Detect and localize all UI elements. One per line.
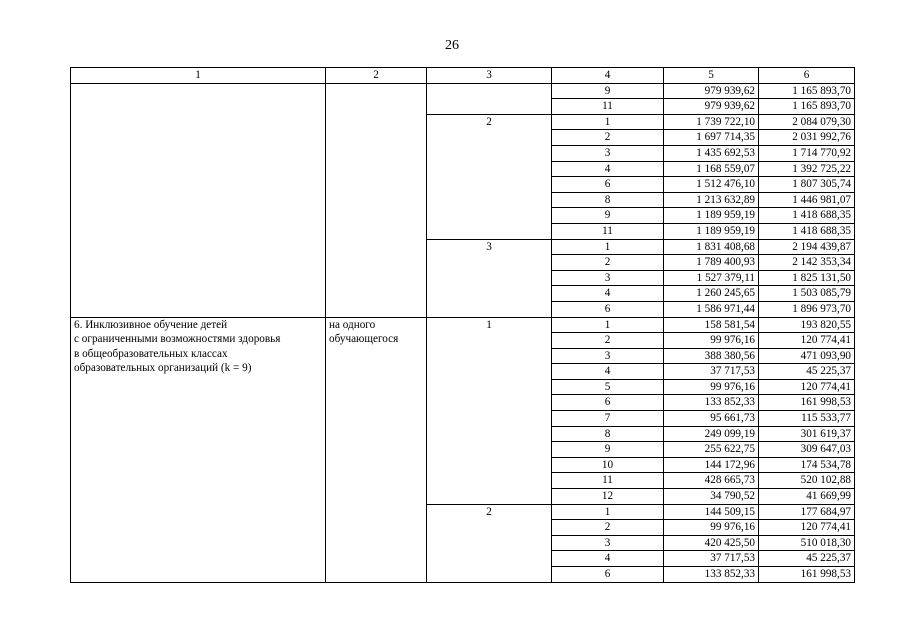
item-description [71, 317, 326, 582]
cell-col6: 1 807 305,74 [759, 177, 855, 193]
cell-col6: 161 998,53 [759, 395, 855, 411]
cell-col5: 37 717,53 [664, 551, 759, 567]
cell-col4: 9 [552, 208, 664, 224]
cell-col4: 1 [552, 317, 664, 333]
cell-col6: 1 503 085,79 [759, 286, 855, 302]
cell-col6: 2 142 353,34 [759, 255, 855, 271]
cell-col6: 45 225,37 [759, 551, 855, 567]
cell-col5: 99 976,16 [664, 379, 759, 395]
cell-col4: 4 [552, 364, 664, 380]
item-description-line: с ограниченными возможностями здоровья [74, 333, 281, 346]
item-description-line: 6. Инклюзивное обучение детей [74, 318, 228, 331]
column-header-4: 4 [552, 68, 664, 84]
cell-col5: 95 661,73 [664, 411, 759, 427]
cell-col6: 193 820,55 [759, 317, 855, 333]
tariff-table [70, 67, 855, 583]
cell-col4: 3 [552, 270, 664, 286]
cell-col6: 520 102,88 [759, 473, 855, 489]
cell-col6: 1 825 131,50 [759, 270, 855, 286]
group-cell: 3 [427, 239, 552, 317]
group-cell [427, 83, 552, 114]
cell-col5: 1 527 379,11 [664, 270, 759, 286]
cell-col4: 1 [552, 504, 664, 520]
cell-col6: 120 774,41 [759, 520, 855, 536]
cell-col6: 120 774,41 [759, 379, 855, 395]
cell-col4: 6 [552, 567, 664, 583]
cell-col5: 1 189 959,19 [664, 208, 759, 224]
continued-item-cell [71, 83, 326, 317]
cell-col5: 1 739 722,10 [664, 114, 759, 130]
cell-col5: 420 425,50 [664, 535, 759, 551]
cell-col5: 1 168 559,07 [664, 161, 759, 177]
cell-col6: 1 418 688,35 [759, 208, 855, 224]
cell-col6: 41 669,99 [759, 489, 855, 505]
cell-col5: 1 512 476,10 [664, 177, 759, 193]
cell-col5: 249 099,19 [664, 426, 759, 442]
unit-description-line: на одного [329, 318, 376, 331]
cell-col6: 1 392 725,22 [759, 161, 855, 177]
cell-col4: 5 [552, 379, 664, 395]
cell-col4: 4 [552, 551, 664, 567]
header-row [71, 68, 855, 84]
cell-col5: 158 581,54 [664, 317, 759, 333]
column-header-2: 2 [326, 68, 427, 84]
cell-col5: 979 939,62 [664, 83, 759, 99]
continued-unit-cell [326, 83, 427, 317]
cell-col5: 1 697 714,35 [664, 130, 759, 146]
cell-col4: 8 [552, 426, 664, 442]
cell-col4: 3 [552, 535, 664, 551]
cell-col6: 309 647,03 [759, 442, 855, 458]
cell-col4: 2 [552, 130, 664, 146]
group-cell: 2 [427, 114, 552, 239]
cell-col4: 6 [552, 177, 664, 193]
column-header-6: 6 [759, 68, 855, 84]
cell-col6: 1 165 893,70 [759, 83, 855, 99]
cell-col6: 174 534,78 [759, 457, 855, 473]
cell-col6: 45 225,37 [759, 364, 855, 380]
cell-col6: 177 684,97 [759, 504, 855, 520]
cell-col4: 1 [552, 114, 664, 130]
cell-col6: 2 194 439,87 [759, 239, 855, 255]
cell-col6: 471 093,90 [759, 348, 855, 364]
cell-col5: 34 790,52 [664, 489, 759, 505]
column-header-1: 1 [71, 68, 326, 84]
unit-description-line: обучающегося [329, 333, 399, 346]
cell-col6: 1 418 688,35 [759, 223, 855, 239]
cell-col5: 144 172,96 [664, 457, 759, 473]
group-cell: 1 [427, 317, 552, 504]
cell-col5: 133 852,33 [664, 395, 759, 411]
cell-col5: 99 976,16 [664, 520, 759, 536]
table-row [71, 83, 855, 99]
cell-col5: 1 586 971,44 [664, 301, 759, 317]
cell-col4: 2 [552, 333, 664, 349]
cell-col5: 1 435 692,53 [664, 145, 759, 161]
table-row [71, 317, 855, 333]
cell-col4: 12 [552, 489, 664, 505]
cell-col4: 6 [552, 395, 664, 411]
cell-col4: 11 [552, 223, 664, 239]
cell-col6: 161 998,53 [759, 567, 855, 583]
cell-col4: 11 [552, 99, 664, 115]
unit-description [326, 317, 427, 582]
cell-col5: 133 852,33 [664, 567, 759, 583]
cell-col6: 1 714 770,92 [759, 145, 855, 161]
cell-col4: 4 [552, 161, 664, 177]
cell-col4: 7 [552, 411, 664, 427]
cell-col5: 1 189 959,19 [664, 223, 759, 239]
cell-col4: 3 [552, 145, 664, 161]
cell-col4: 11 [552, 473, 664, 489]
cell-col4: 2 [552, 520, 664, 536]
cell-col6: 115 533,77 [759, 411, 855, 427]
page-number: 26 [445, 38, 459, 53]
cell-col5: 1 789 400,93 [664, 255, 759, 271]
cell-col5: 1 260 245,65 [664, 286, 759, 302]
cell-col6: 1 165 893,70 [759, 99, 855, 115]
item-description-line: образовательных организаций (k = 9) [74, 362, 252, 375]
cell-col5: 144 509,15 [664, 504, 759, 520]
cell-col5: 979 939,62 [664, 99, 759, 115]
cell-col4: 10 [552, 457, 664, 473]
cell-col5: 37 717,53 [664, 364, 759, 380]
cell-col4: 9 [552, 442, 664, 458]
cell-col6: 1 446 981,07 [759, 192, 855, 208]
cell-col6: 1 896 973,70 [759, 301, 855, 317]
cell-col4: 4 [552, 286, 664, 302]
cell-col5: 99 976,16 [664, 333, 759, 349]
group-cell: 2 [427, 504, 552, 582]
cell-col6: 120 774,41 [759, 333, 855, 349]
cell-col4: 9 [552, 83, 664, 99]
cell-col6: 301 619,37 [759, 426, 855, 442]
column-header-3: 3 [427, 68, 552, 84]
cell-col4: 1 [552, 239, 664, 255]
cell-col6: 2 084 079,30 [759, 114, 855, 130]
cell-col5: 388 380,56 [664, 348, 759, 364]
item-description-line: в общеобразовательных классах [74, 347, 228, 360]
cell-col4: 6 [552, 301, 664, 317]
column-header-5: 5 [664, 68, 759, 84]
cell-col6: 2 031 992,76 [759, 130, 855, 146]
cell-col5: 1 213 632,89 [664, 192, 759, 208]
cell-col5: 1 831 408,68 [664, 239, 759, 255]
cell-col4: 2 [552, 255, 664, 271]
cell-col4: 3 [552, 348, 664, 364]
cell-col5: 428 665,73 [664, 473, 759, 489]
cell-col6: 510 018,30 [759, 535, 855, 551]
cell-col4: 8 [552, 192, 664, 208]
cell-col5: 255 622,75 [664, 442, 759, 458]
